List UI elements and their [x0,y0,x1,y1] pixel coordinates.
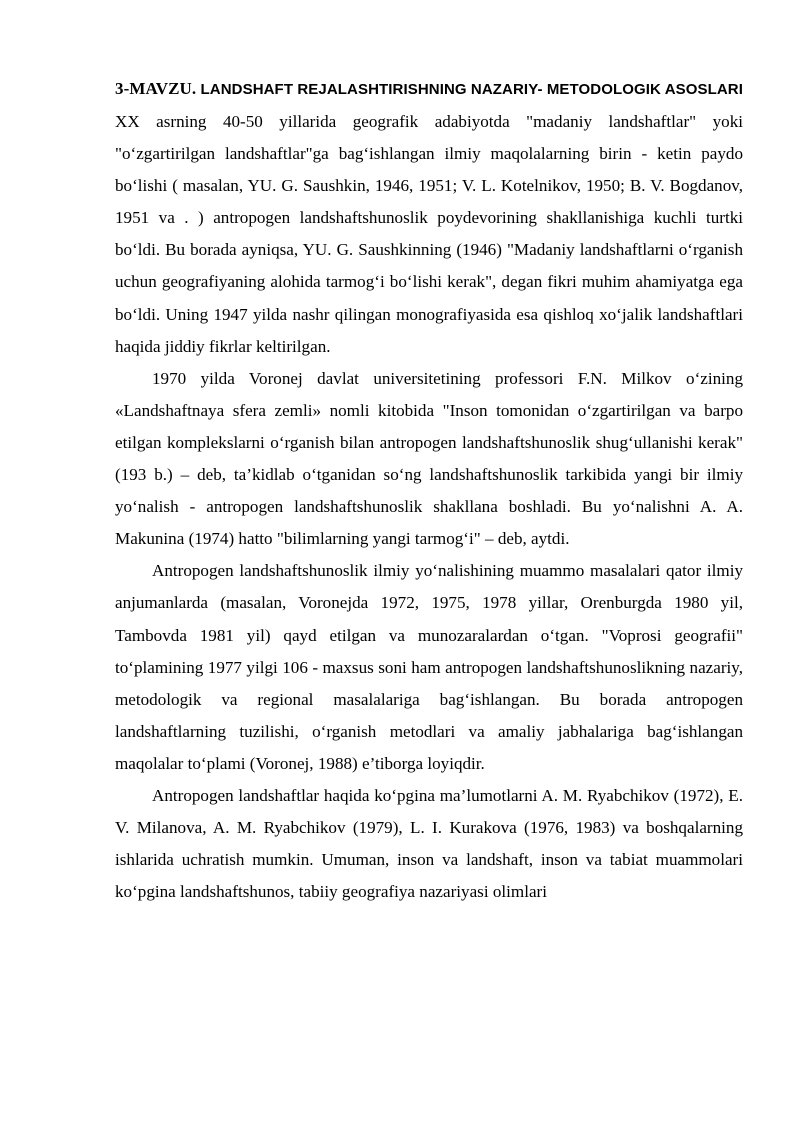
paragraph-4: Antropogen landshaftlar haqida ko‘pgina ma’lumotlarni A. M. Ryabchikov (1972), E. V. Milanova, A. M. Ryabchikov (1979), L. I. Kurakova (1976, 1983) va boshqalarning ishlarida uchratish mumkin. Umuman, inson va landshaft, inson va tabiat muammolari ko‘pgina landshaftshunos, tabiiy geografiya nazariyasi olimlari [115,785,743,902]
chapter-number: 3-MAVZU. [115,79,197,98]
chapter-heading [115,72,743,106]
document-page [115,72,743,908]
chapter-title: LANDSHAFT REJALASHTIRISHNING NAZARIY- METODOLOGIK ASOSLARI [200,81,744,98]
paragraph-1: XX asrning 40-50 yillarida geografik adabiyotda "madaniy landshaftlar" yoki "o‘zgartirilgan landshaftlar"ga bag‘ishlangan ilmiy maqolalarning birin - ketin paydo bo‘lishi ( masalan, YU. G. Saushkin, 1946, 1951; V. L. Kotelnikov, 1950; B. V. Bogdanov, 1951 va . ) antropogen landshaftshunoslik poydevorining shakllanishiga kuchli turtki bo‘ldi. Bu borada ayniqsa, YU. G. Saushkinning (1946) "Madaniy landshaftlarni o‘rganish uchun geografiyaning alohida tarmog‘i bo‘lishi kerak", degan fikri muhim ahamiyatga ega bo‘ldi. Uning 1947 yilda nashr qilingan monografiyasida esa qishloq xo‘jalik landshaftlari haqida jiddiy fikrlar keltirilgan. [115,112,743,356]
paragraph-2: 1970 yilda Voronej davlat universitetining professori F.N. Milkov o‘zining «Landshaftnaya sfera zemli» nomli kitobida "Inson tomonidan o‘zgartirilgan va barpo etilgan komplekslarni o‘rganish bilan antropogen landshaftshunoslik shug‘ullanishi kerak" (193 b.) – deb, ta’kidlab o‘tganidan so‘ng landshaftshunoslik tarkibida yangi bir ilmiy yo‘nalish - antropogen landshaftshunoslik shakllana boshladi. Bu yo‘nalishni A. A. Makunina (1974) hatto "bilimlarning yangi tarmog‘i" – deb, aytdi. [115,368,743,549]
paragraph-3: Antropogen landshaftshunoslik ilmiy yo‘nalishining muammo masalalari qator ilmiy anjumanlarda (masalan, Voronejda 1972, 1975, 1978 yillar, Orenburgda 1980 yil, Tambovda 1981 yil) qayd etilgan va munozaralardan o‘tgan. "Voprosi geografii" to‘plamining 1977 yilgi 106 - maxsus soni ham antropogen landshaftshunoslikning nazariy, metodologik va regional masalalariga bag‘ishlangan. Bu borada antropogen landshaftlarning tuzilishi, o‘rganish metodlari va amaliy jabhalariga bag‘ishlangan maqolalar to‘plami (Voronej, 1988) e’tiborga loyiqdir. [115,561,743,773]
